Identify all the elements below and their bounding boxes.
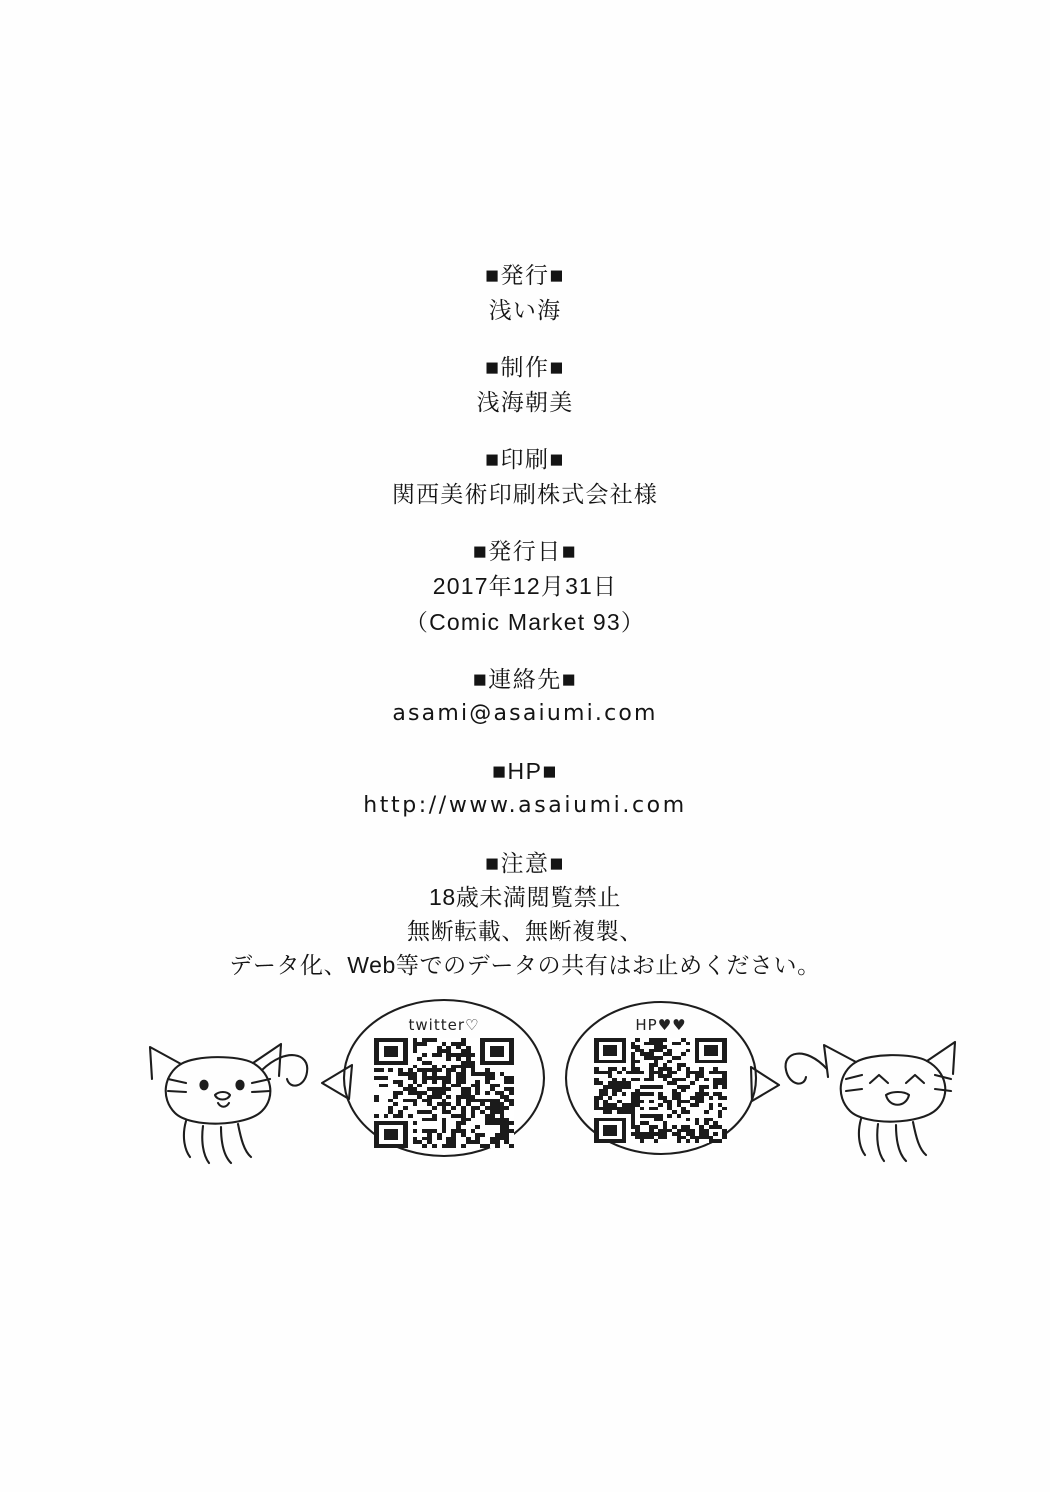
section-heading: ■発行■	[485, 262, 565, 288]
hp-qr-wrap	[566, 1000, 756, 1152]
colophon-section-notice	[0, 846, 1050, 982]
section-value: 浅い海	[488, 297, 562, 323]
section-heading: ■印刷■	[485, 446, 565, 472]
notice-line-3: データ化、Web等でのデータの共有はお止めください。	[229, 952, 821, 978]
colophon-section-contact	[0, 662, 1050, 732]
section-value-event: （Comic Market 93）	[404, 609, 646, 635]
twitter-qr-code[interactable]	[374, 1038, 514, 1148]
section-value: 2017年12月31日	[432, 573, 618, 599]
colophon-section-hp	[0, 754, 1050, 824]
hp-qr-code[interactable]	[594, 1038, 727, 1143]
section-heading: ■連絡先■	[472, 666, 578, 692]
colophon-section-publisher	[0, 258, 1050, 328]
colophon-section-printer	[0, 442, 1050, 512]
illustration-area	[0, 975, 1050, 1205]
hp-bubble-label: HP♥♥	[635, 1016, 687, 1034]
section-heading: ■発行日■	[472, 538, 578, 564]
section-heading: ■制作■	[485, 354, 565, 380]
section-heading: ■注意■	[485, 850, 565, 876]
colophon-section-production	[0, 350, 1050, 420]
twitter-qr-wrap	[344, 1000, 544, 1156]
contact-email: asami@asaiumi.com	[392, 701, 658, 726]
colophon	[0, 258, 1050, 982]
section-value: 浅海朝美	[476, 389, 574, 415]
notice-line-2: 無断転載、無断複製、	[407, 918, 643, 944]
twitter-bubble-label: twitter♡	[408, 1016, 480, 1034]
cat-character-right	[786, 1042, 955, 1161]
colophon-section-date	[0, 534, 1050, 640]
section-heading: ■HP■	[492, 758, 558, 784]
section-value: 関西美術印刷株式会社様	[391, 481, 659, 507]
notice-line-1: 18歳未満閲覧禁止	[429, 884, 621, 910]
homepage-url: http://www.asaiumi.com	[363, 793, 687, 818]
cat-character-left	[150, 1044, 307, 1163]
